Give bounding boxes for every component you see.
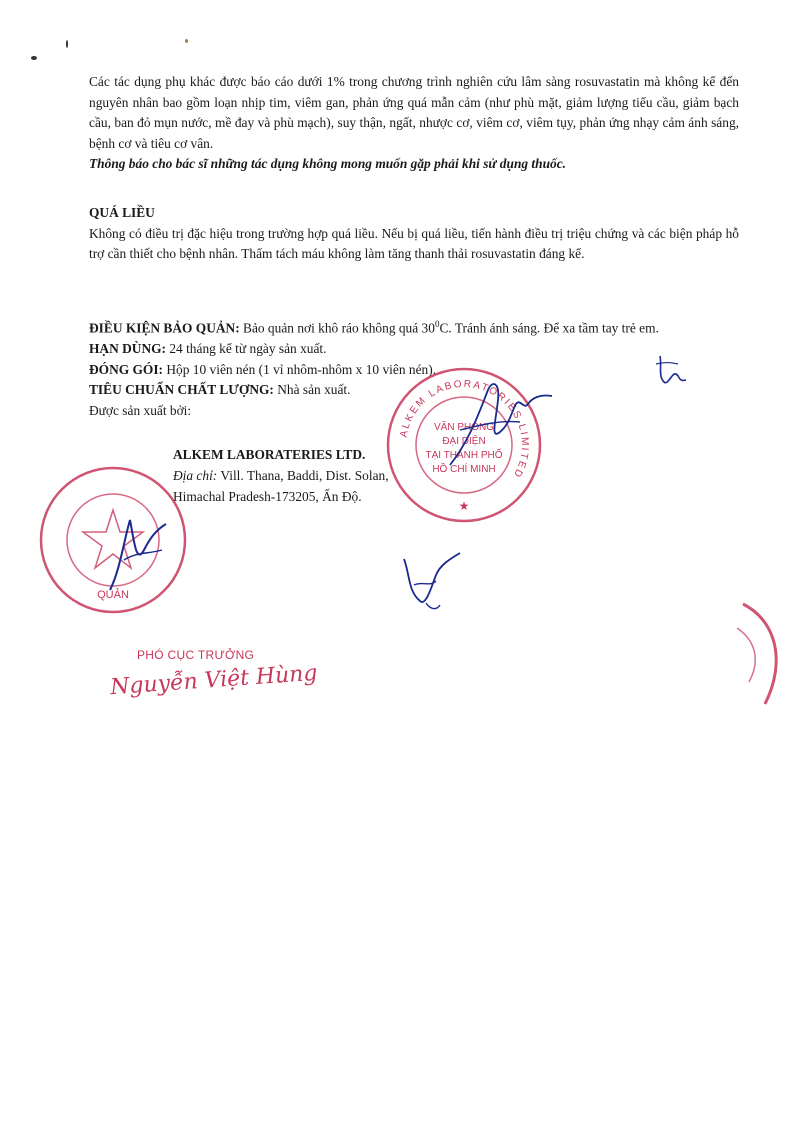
address-line1: Vill. Thana, Baddi, Dist. Solan, bbox=[217, 468, 389, 483]
storage-degree: 0 bbox=[434, 319, 440, 329]
quality-label: TIÊU CHUẨN CHẤT LƯỢNG: bbox=[89, 382, 274, 398]
packaging-value: Hộp 10 viên nén (1 vỉ nhôm-nhôm x 10 viên nén). bbox=[163, 361, 437, 377]
signatory-title: PHÓ CỤC TRƯỞNG bbox=[137, 648, 255, 662]
storage-label: ĐIỀU KIỆN BẢO QUẢN: bbox=[89, 320, 240, 336]
manufacturer-address-line1 bbox=[173, 465, 389, 486]
signature-right-stamp bbox=[440, 370, 560, 480]
edge-stamp-partial bbox=[735, 600, 799, 710]
stamp-line-2: ĐẠI DIỆN bbox=[442, 436, 486, 447]
manufacturer-block bbox=[173, 444, 389, 507]
address-label: Địa chỉ: bbox=[173, 468, 218, 483]
scan-speck bbox=[31, 56, 37, 60]
storage-value: Bảo quản nơi khô ráo không quá 30 bbox=[239, 320, 435, 336]
signatory-name: Nguyễn Việt Hùng bbox=[109, 660, 319, 701]
overdose-section bbox=[89, 203, 739, 265]
stamp-ring-text: ALKEM LABORATORIES LIMITED bbox=[398, 378, 531, 481]
stamp-line-1: VĂN PHÒNG bbox=[433, 422, 495, 433]
scan-speck bbox=[185, 39, 188, 43]
side-effects-paragraph: Các tác dụng phụ khác được báo cáo dưới 1% trong chương trình nghiên cứu lâm sàng rosuvastatin mà không kể đến nguyên nhân bao gồm loạn nhịp tim, viêm gan, phản ứng quá mẫn cảm (như phù mặt, giảm lượng tiểu cầu, giảm bạch cầu, ban đỏ mụn nước, mề đay và phù mạch), suy thận, ngất, nhược cơ, viêm cơ, viêm tụy, phản ứng nhạy cảm ánh sáng, bệnh cơ và tiêu cơ vân. bbox=[89, 74, 739, 151]
scan-speck bbox=[66, 40, 68, 48]
overdose-heading: QUÁ LIỀU bbox=[89, 205, 155, 220]
quality-value: Nhà sản xuất. bbox=[273, 382, 351, 398]
signature-left-seal bbox=[100, 510, 180, 600]
overdose-body: Không có điều trị đặc hiệu trong trường hợp quá liều. Nếu bị quá liều, tiến hành điều trị triệu chứng và các biện pháp hỗ trợ cần thiết cho bệnh nhân. Thẩm tách máu không làm tăng thanh thải rosuvastatin đáng kể. bbox=[89, 225, 739, 262]
storage-line bbox=[89, 314, 739, 339]
doctor-notice: Thông báo cho bác sĩ những tác dụng không mong muốn gặp phải khi sử dụng thuốc. bbox=[89, 156, 567, 172]
stamp-line-3: TẠI THÀNH PHỐ bbox=[425, 450, 503, 461]
seal-text: QUẢN bbox=[97, 589, 129, 601]
manufacturer-address-line2: Himachal Pradesh-173205, Ấn Độ. bbox=[173, 489, 362, 504]
side-effects-section bbox=[89, 72, 739, 175]
shelf-life-label: HẠN DÙNG: bbox=[89, 341, 166, 357]
shelf-life-value: 24 tháng kể từ ngày sản xuất. bbox=[166, 341, 327, 357]
stamp-line-4: HỒ CHÍ MINH bbox=[432, 464, 496, 475]
packaging-label: ĐÓNG GÓI: bbox=[89, 361, 164, 377]
manufacturer-intro: Được sản xuất bởi: bbox=[89, 402, 192, 418]
signature-middle bbox=[396, 545, 466, 615]
stamp-star-icon: ★ bbox=[458, 499, 470, 513]
shelf-life-line bbox=[89, 339, 739, 360]
manufacturer-company: ALKEM LABORATERIES LTD. bbox=[173, 447, 366, 462]
initials-top-right bbox=[652, 352, 692, 392]
storage-value-rest: C. Tránh ánh sáng. Để xa tầm tay trẻ em. bbox=[439, 320, 659, 336]
